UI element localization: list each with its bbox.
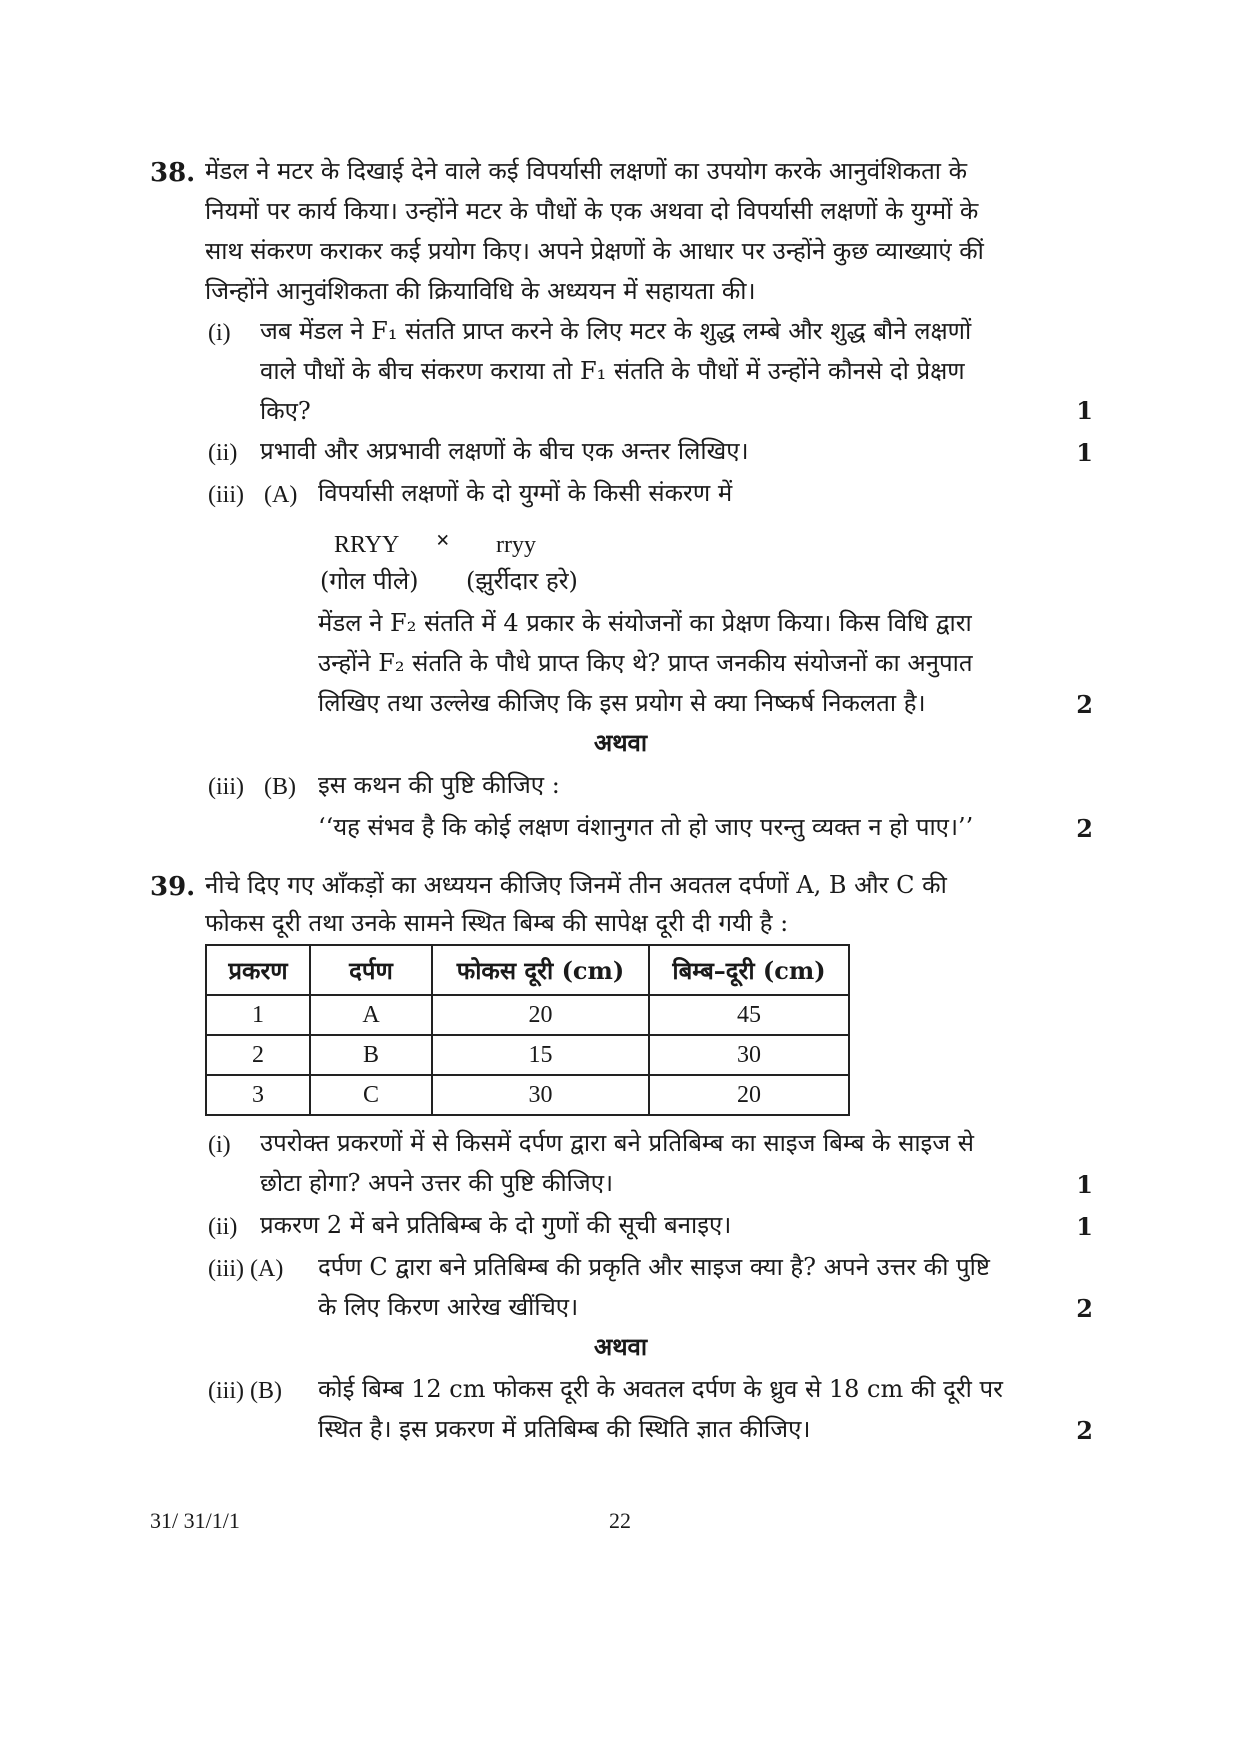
q38-ii-label: (ii)	[208, 440, 238, 466]
q39-iiiB-label: (iii) (B)	[208, 1378, 282, 1404]
table-header-focal-length: फोकस दूरी (cm)	[432, 945, 649, 995]
q38-i-line-1: जब मेंडल ने F₁ संतति प्राप्त करने के लिए मटर के शुद्ध लम्बे और शुद्ध बौने लक्षणों	[260, 317, 972, 345]
q38-intro-line-4: जिन्होंने आनुवंशिकता की क्रियाविधि के अध्ययन में सहायता की।	[205, 277, 756, 305]
table-cell: B	[310, 1035, 432, 1075]
q38-iiiA-label: (A)	[264, 482, 298, 508]
q38-iiiB-sub-label: (B)	[264, 774, 296, 800]
footer-page-number: 22	[609, 1508, 631, 1533]
q39-ii-marks: 1	[1076, 1212, 1093, 1241]
q38-i-marks: 1	[1076, 396, 1093, 425]
q39-i-line-2: छोटा होगा? अपने उत्तर की पुष्टि कीजिए।	[260, 1169, 614, 1197]
table-cell: 30	[432, 1075, 649, 1115]
q38-intro-line-3: साथ संकरण कराकर कई प्रयोग किए। अपने प्रेक्षणों के आधार पर उन्होंने कुछ व्याख्याएं कीं	[205, 237, 984, 265]
q38-iiiB-label: (iii)	[208, 774, 244, 800]
cross-parent-2-desc: (झुर्रीदार हरे)	[466, 567, 578, 595]
q38-intro-line-2: नियमों पर कार्य किया। उन्होंने मटर के पौधों के एक अथवा दो विपर्यासी लक्षणों के युग्मों के	[205, 197, 979, 225]
q38-iiiB-marks: 2	[1076, 814, 1093, 843]
table-row	[206, 995, 849, 1035]
table-cell: 30	[649, 1035, 849, 1075]
q39-iiiA-line-2: के लिए किरण आरेख खींचिए।	[318, 1293, 579, 1321]
table-cell: 1	[206, 995, 310, 1035]
q38-ii-marks: 1	[1076, 438, 1093, 467]
cross-multiply-sign: ×	[436, 528, 450, 554]
footer-paper-code: 31/ 31/1/1	[150, 1508, 240, 1533]
q39-i-marks: 1	[1076, 1170, 1093, 1199]
q38-i-line-3: किए?	[260, 397, 311, 425]
q38-iiiA-line-1: मेंडल ने F₂ संतति में 4 प्रकार के संयोजनों का प्रेक्षण किया। किस विधि द्वारा	[318, 609, 972, 637]
q39-iiiB-line-1: कोई बिम्ब 12 cm फोकस दूरी के अवतल दर्पण के ध्रुव से 18 cm की दूरी पर	[318, 1375, 1003, 1403]
q39-i-label: (i)	[208, 1132, 231, 1158]
q38-i-line-2: वाले पौधों के बीच संकरण कराया तो F₁ संतति के पौधों में उन्होंने कौनसे दो प्रेक्षण	[260, 357, 965, 385]
table-header-row	[206, 945, 849, 995]
q38-iiiA-line-3: लिखिए तथा उल्लेख कीजिए कि इस प्रयोग से क्या निष्कर्ष निकलता है।	[318, 689, 926, 717]
q39-ii-label: (ii)	[208, 1214, 238, 1240]
q38-iiiB-line-2: ‘‘यह संभव है कि कोई लक्षण वंशानुगत तो हो जाए परन्तु व्यक्त न हो पाए।’’	[318, 813, 974, 841]
q38-iiiA-text: विपर्यासी लक्षणों के दो युग्मों के किसी संकरण में	[318, 479, 733, 507]
q39-intro-line-2: फोकस दूरी तथा उनके सामने स्थित बिम्ब की सापेक्ष दूरी दी गयी है :	[205, 909, 789, 937]
q38-iiiB-line-1: इस कथन की पुष्टि कीजिए :	[318, 771, 560, 799]
q38-i-label: (i)	[208, 320, 231, 346]
q38-iii-label: (iii)	[208, 482, 244, 508]
q39-i-line-1: उपरोक्त प्रकरणों में से किसमें दर्पण द्वारा बने प्रतिबिम्ब का साइज बिम्ब के साइज से	[260, 1129, 975, 1157]
q38-ii-text: प्रभावी और अप्रभावी लक्षणों के बीच एक अन्तर लिखिए।	[260, 437, 749, 465]
q39-intro-line-1: नीचे दिए गए आँकड़ों का अध्ययन कीजिए जिनमें तीन अवतल दर्पणों A, B और C की	[205, 871, 947, 899]
table-cell: 15	[432, 1035, 649, 1075]
q38-iiiA-marks: 2	[1076, 690, 1093, 719]
q38-or-separator: अथवा	[593, 728, 648, 757]
q39-iiiA-marks: 2	[1076, 1294, 1093, 1323]
cross-parent-2: rryy	[496, 532, 536, 558]
q38-intro-line-1: मेंडल ने मटर के दिखाई देने वाले कई विपर्यासी लक्षणों का उपयोग करके आनुवंशिकता के	[205, 157, 968, 185]
q39-ii-text: प्रकरण 2 में बने प्रतिबिम्ब के दो गुणों की सूची बनाइए।	[260, 1211, 732, 1239]
table-header-case: प्रकरण	[206, 945, 310, 995]
table-cell: 45	[649, 995, 849, 1035]
table-cell: 20	[432, 995, 649, 1035]
q39-iiiA-label: (iii) (A)	[208, 1256, 284, 1282]
cross-parent-1-desc: (गोल पीले)	[320, 567, 419, 595]
table-row	[206, 1035, 849, 1075]
table-cell: 20	[649, 1075, 849, 1115]
q38-iiiA-line-2: उन्होंने F₂ संतति के पौधे प्राप्त किए थे? प्राप्त जनकीय संयोजनों का अनुपात	[318, 649, 973, 677]
q39-iiiB-marks: 2	[1076, 1416, 1093, 1445]
q39-iiiB-line-2: स्थित है। इस प्रकरण में प्रतिबिम्ब की स्थिति ज्ञात कीजिए।	[318, 1415, 811, 1443]
table-header-mirror: दर्पण	[310, 945, 432, 995]
mirror-data-table	[205, 944, 850, 1116]
cross-parent-1: RRYY	[334, 532, 400, 558]
table-cell: 3	[206, 1075, 310, 1115]
q39-iiiA-line-1: दर्पण C द्वारा बने प्रतिबिम्ब की प्रकृति और साइज क्या है? अपने उत्तर की पुष्टि	[318, 1253, 990, 1281]
table-cell: 2	[206, 1035, 310, 1075]
table-header-object-distance: बिम्ब–दूरी (cm)	[649, 945, 849, 995]
table-cell: C	[310, 1075, 432, 1115]
table-cell: A	[310, 995, 432, 1035]
table-row	[206, 1075, 849, 1115]
q39-or-separator: अथवा	[593, 1332, 648, 1361]
q38-number: 38.	[150, 158, 196, 188]
q39-number: 39.	[150, 872, 196, 902]
